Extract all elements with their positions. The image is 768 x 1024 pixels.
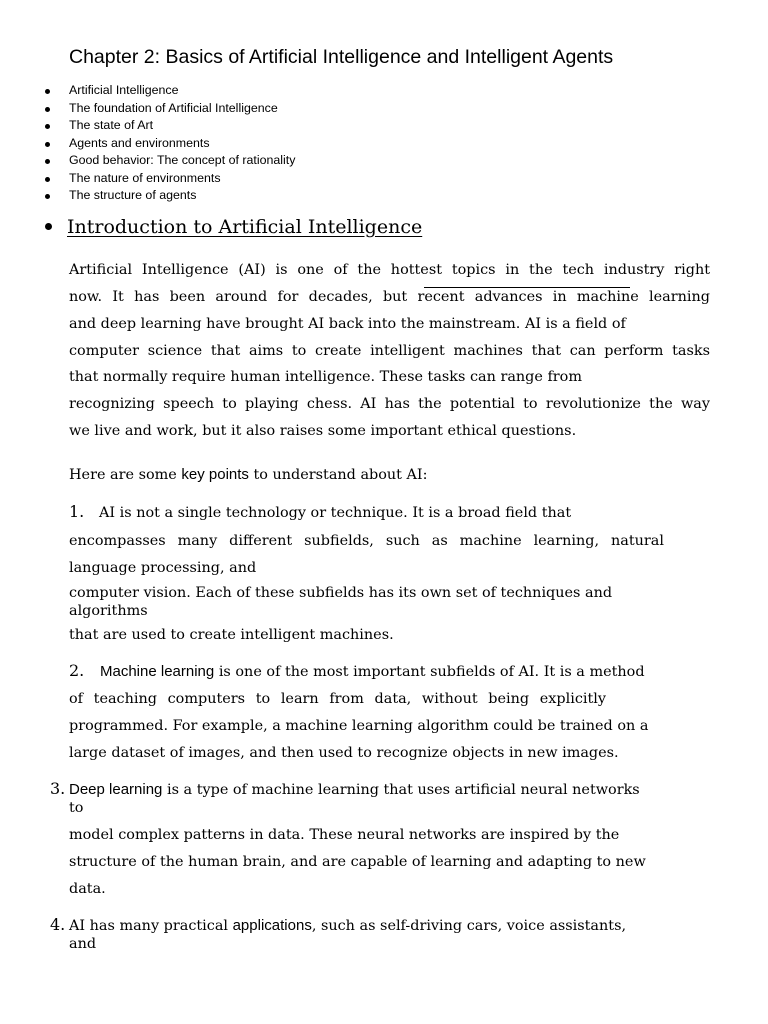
point-line: algorithms	[69, 603, 148, 619]
point-line: AI is not a single technology or technique. It is a broad field that	[99, 505, 572, 521]
key-points-intro: Here are some key points to understand about AI:	[69, 466, 428, 483]
topic-item: The structure of agents	[45, 187, 295, 205]
point-number: 1.	[69, 502, 85, 521]
point-line: AI has many practical applications, such as self-driving cars, voice assistants,	[69, 917, 627, 934]
point-line: to	[69, 800, 84, 816]
bullet-icon	[45, 142, 50, 147]
point-line: computer vision. Each of these subfields has its own set of techniques and	[69, 585, 613, 601]
bullet-icon	[45, 223, 52, 230]
chapter-title: Chapter 2: Basics of Artificial Intelligence and Intelligent Agents	[69, 46, 614, 68]
point-line: large dataset of images, and then used to recognize objects in new images.	[69, 745, 619, 761]
topic-item: Good behavior: The concept of rationality	[45, 152, 295, 170]
topic-item: Agents and environments	[45, 135, 295, 153]
bullet-icon	[45, 194, 50, 199]
point-line: language processing, and	[69, 560, 257, 576]
point-line: Machine learning is one of the most important subfields of AI. It is a method	[100, 663, 645, 680]
topic-item: Artificial Intelligence	[45, 82, 295, 100]
point-number: 2.	[69, 661, 85, 680]
topic-item: The nature of environments	[45, 170, 295, 188]
point-line: that are used to create intelligent machines.	[69, 627, 394, 643]
intro-line: computer science that aims to create intelligent machines that can perform tasks	[69, 343, 710, 359]
point-line: model complex patterns in data. These neural networks are inspired by the	[69, 827, 620, 843]
bullet-icon	[45, 177, 50, 182]
bullet-icon	[45, 89, 50, 94]
point-number: 4.	[50, 915, 66, 934]
intro-line: now. It has been around for decades, but recent advances in machine learning	[69, 289, 710, 305]
bullet-icon	[45, 159, 50, 164]
bullet-icon	[45, 107, 50, 112]
intro-line: and deep learning have brought AI back into the mainstream. AI is a field of	[69, 316, 626, 332]
intro-line: we live and work, but it also raises some important ethical questions.	[69, 423, 577, 439]
point-line: and	[69, 936, 97, 952]
point-number: 3.	[50, 779, 66, 798]
intro-line: Artificial Intelligence (AI) is one of the hottest topics in the tech industry right	[69, 262, 710, 278]
topic-item: The state of Art	[45, 117, 295, 135]
topic-item: The foundation of Artificial Intelligence	[45, 100, 295, 118]
point-line: data.	[69, 881, 106, 897]
chapter-topics-list	[45, 82, 295, 205]
point-line: programmed. For example, a machine learning algorithm could be trained on a	[69, 718, 649, 734]
underline-mark	[424, 287, 630, 288]
point-line: Deep learning is a type of machine learning that uses artificial neural networks	[69, 781, 640, 798]
point-line: structure of the human brain, and are capable of learning and adapting to new	[69, 854, 646, 870]
intro-line: that normally require human intelligence. These tasks can range from	[69, 369, 582, 385]
bullet-icon	[45, 124, 50, 129]
intro-line: recognizing speech to playing chess. AI has the potential to revolutionize the way	[69, 396, 710, 412]
point-line: of teaching computers to learn from data, without being explicitly	[69, 691, 606, 707]
section-heading: Introduction to Artificial Intelligence	[45, 216, 422, 238]
point-line: encompasses many different subfields, such as machine learning, natural	[69, 533, 664, 549]
